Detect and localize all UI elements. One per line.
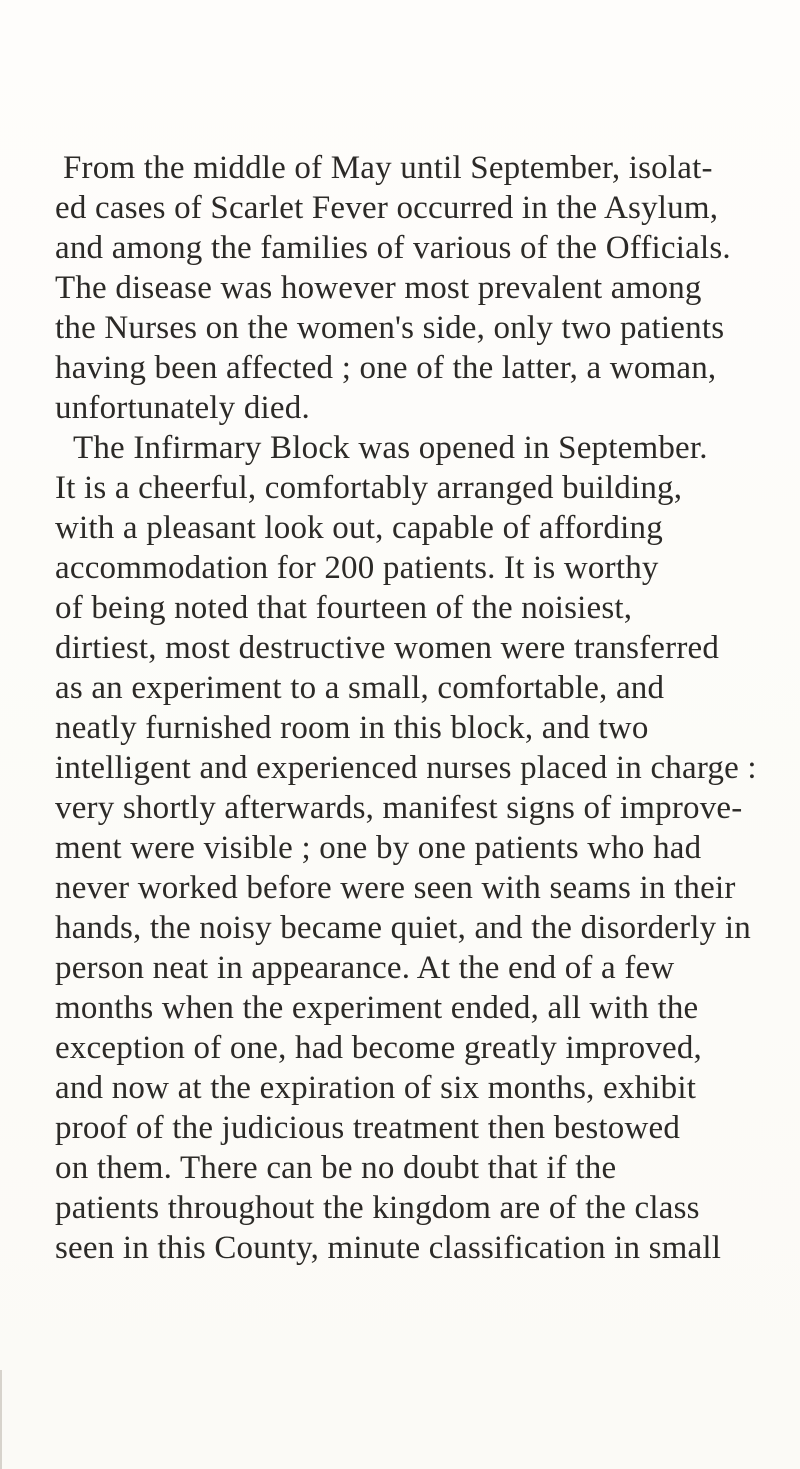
text-line-15: neatly furnished room in this block, and two	[55, 710, 649, 746]
text-line-26: on them. There can be no doubt that if the	[55, 1150, 617, 1186]
text-line-28: seen in this County, minute classification in small	[55, 1230, 722, 1266]
text-line-13: dirtiest, most destructive women were transferred	[55, 630, 720, 666]
text-line-12: of being noted that fourteen of the noisiest,	[55, 590, 633, 626]
text-line-1: From the middle of May until September, isolat-	[63, 150, 713, 186]
text-line-18: ment were visible ; one by one patients who had	[55, 830, 702, 866]
text-line-24: and now at the expiration of six months, exhibit	[55, 1070, 697, 1106]
text-line-19: never worked before were seen with seams in their	[55, 870, 736, 906]
text-line-20: hands, the noisy became quiet, and the disorderly in	[55, 910, 751, 946]
text-line-2: ed cases of Scarlet Fever occurred in the Asylum,	[55, 190, 719, 226]
text-line-5: the Nurses on the women's side, only two patients	[55, 310, 725, 346]
text-line-8: The Infirmary Block was opened in September.	[73, 430, 708, 466]
text-line-22: months when the experiment ended, all with the	[55, 990, 699, 1026]
text-line-17: very shortly afterwards, manifest signs of improve-	[55, 790, 743, 826]
text-line-14: as an experiment to a small, comfortable, and	[55, 670, 665, 706]
text-line-4: The disease was however most prevalent among	[55, 270, 702, 306]
text-line-10: with a pleasant look out, capable of affording	[55, 510, 663, 546]
text-line-21: person neat in appearance. At the end of a few	[55, 950, 675, 986]
text-line-7: unfortunately died.	[55, 390, 310, 426]
text-line-23: exception of one, had become greatly improved,	[55, 1030, 702, 1066]
text-line-3: and among the families of various of the Officials.	[55, 230, 731, 266]
text-line-27: patients throughout the kingdom are of the class	[55, 1190, 700, 1226]
text-line-11: accommodation for 200 patients. It is worthy	[55, 550, 659, 586]
text-line-16: intelligent and experienced nurses placed in charge :	[55, 750, 757, 786]
page-edge-mark	[0, 1370, 2, 1469]
text-line-25: proof of the judicious treatment then bestowed	[55, 1110, 681, 1146]
text-line-6: having been affected ; one of the latter, a woman,	[55, 350, 717, 386]
text-line-9: It is a cheerful, comfortably arranged building,	[55, 470, 683, 506]
